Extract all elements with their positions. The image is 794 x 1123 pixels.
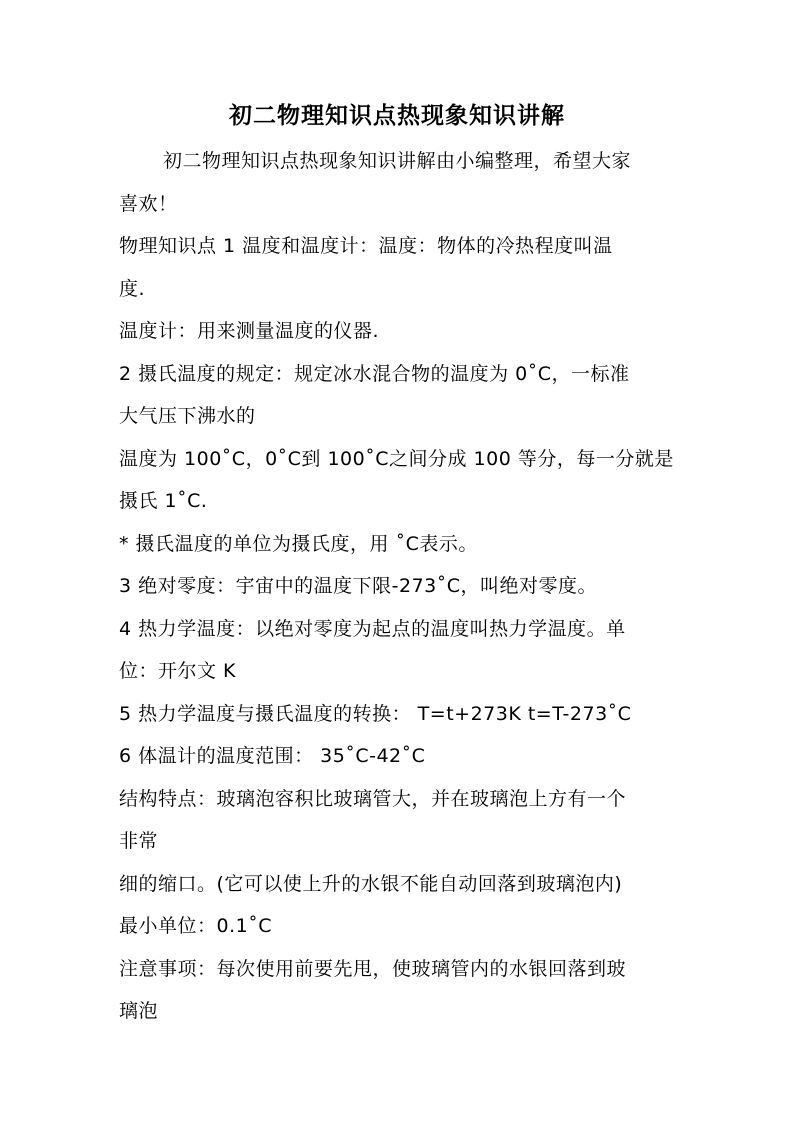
body-line: 温度计：用来测量温度的仪器. [119, 320, 380, 342]
body-line: 初二物理知识点热现象知识讲解由小编整理，希望大家 [163, 150, 632, 172]
body-line: 注意事项：每次使用前要先甩，使玻璃管内的水银回落到玻 [119, 957, 627, 980]
body-line: 3 绝对零度：宇宙中的温度下限-273˚C，叫绝对零度。 [119, 575, 598, 597]
body-line: 5 热力学温度与摄氏温度的转换： T=t+273K t=T-273˚C [119, 702, 632, 725]
body-line: 喜欢！ [119, 192, 178, 215]
body-line: 位：开尔文 K [119, 660, 236, 682]
body-line: 非常 [119, 830, 159, 852]
body-line: 4 热力学温度：以绝对零度为起点的温度叫热力学温度。单 [119, 617, 626, 640]
body-line: 2 摄氏温度的规定：规定冰水混合物的温度为 0˚C，一标准 [119, 362, 630, 385]
body-line: 最小单位：0.1˚C [119, 915, 272, 937]
body-line: 摄氏 1˚C. [119, 490, 208, 512]
body-line: 结构特点：玻璃泡容积比玻璃管大，并在玻璃泡上方有一个 [119, 787, 627, 810]
body-line: 物理知识点 1 温度和温度计：温度：物体的冷热程度叫温 [119, 235, 613, 257]
body-line: 璃泡 [119, 1000, 159, 1022]
body-line: 度. [119, 277, 146, 300]
document-body [119, 140, 675, 1033]
body-line: * 摄氏温度的单位为摄氏度，用 ˚C表示。 [119, 532, 478, 555]
body-line: 6 体温计的温度范围： 35˚C-42˚C [119, 745, 426, 767]
document-title: 初二物理知识点热现象知识讲解 [229, 102, 565, 129]
body-line: 温度为 100˚C，0˚C到 100˚C之间分成 100 等分，每一分就是 [119, 447, 674, 470]
body-line: 大气压下沸水的 [119, 405, 256, 427]
body-line: 细的缩口。(它可以使上升的水银不能自动回落到玻璃泡内) [119, 872, 623, 895]
